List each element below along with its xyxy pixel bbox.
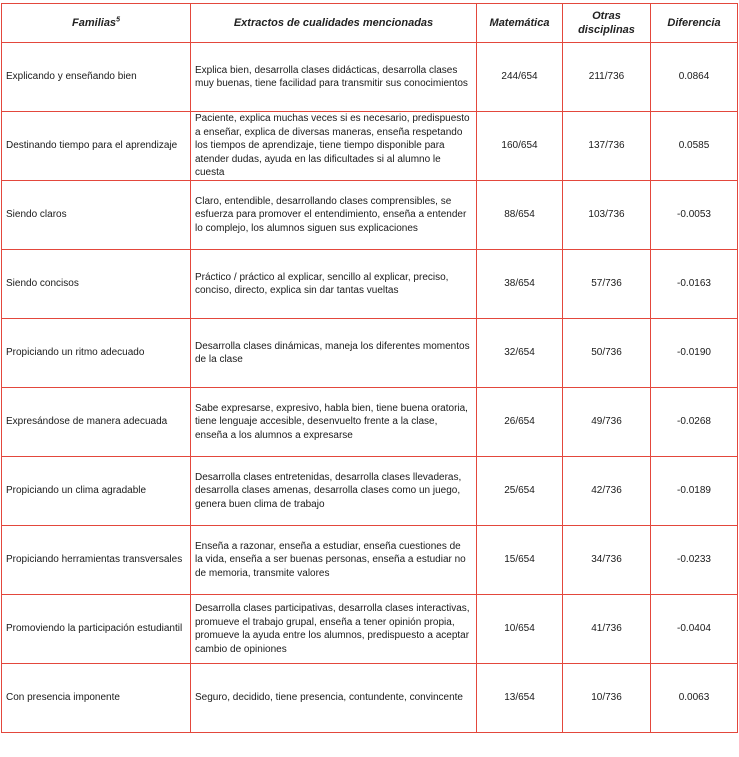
extract-cell: Explica bien, desarrolla clases didácticas, desarrolla clases muy buenas, tiene facilidad para transmitir sus conocimientos [191, 43, 477, 112]
extract-cell: Enseña a razonar, enseña a estudiar, enseña cuestiones de la vida, enseña a ser buenas personas, enseña a estudiar no de memoria, transmite valores [191, 526, 477, 595]
otras-cell: 137/736 [563, 112, 651, 181]
matematica-cell: 160/654 [477, 112, 563, 181]
diferencia-cell: -0.0053 [651, 181, 738, 250]
diferencia-cell: -0.0268 [651, 388, 738, 457]
family-cell: Propiciando herramientas transversales [2, 526, 191, 595]
diferencia-cell: -0.0189 [651, 457, 738, 526]
matematica-cell: 32/654 [477, 319, 563, 388]
family-cell: Expresándose de manera adecuada [2, 388, 191, 457]
qualities-table [1, 3, 738, 733]
family-cell: Siendo concisos [2, 250, 191, 319]
diferencia-cell: -0.0233 [651, 526, 738, 595]
family-cell: Propiciando un clima agradable [2, 457, 191, 526]
extract-cell: Sabe expresarse, expresivo, habla bien, tiene buena oratoria, tiene lenguaje accesible, desenvuelto frente a la clase, enseña a los alumnos a expresarse [191, 388, 477, 457]
diferencia-cell: -0.0163 [651, 250, 738, 319]
table-row [2, 526, 738, 595]
matematica-cell: 10/654 [477, 595, 563, 664]
extract-cell: Claro, entendible, desarrollando clases comprensibles, se esfuerza para promover el entendimiento, enseña a entender lo complejo, los alumnos siguen sus explicaciones [191, 181, 477, 250]
extract-cell: Desarrolla clases participativas, desarrolla clases interactivas, promueve el trabajo grupal, enseña a tener opinión propia, promueve la ayuda entre los alumnos, predispuesto a aceptar cambio de opiniones [191, 595, 477, 664]
header-familias [2, 4, 191, 43]
diferencia-cell: 0.0585 [651, 112, 738, 181]
matematica-cell: 38/654 [477, 250, 563, 319]
matematica-cell: 13/654 [477, 664, 563, 733]
otras-cell: 41/736 [563, 595, 651, 664]
table-row [2, 319, 738, 388]
header-familias-label: Familias [72, 17, 117, 29]
diferencia-cell: -0.0190 [651, 319, 738, 388]
header-matematica: Matemática [477, 4, 563, 43]
extract-cell: Desarrolla clases dinámicas, maneja los diferentes momentos de la clase [191, 319, 477, 388]
otras-cell: 34/736 [563, 526, 651, 595]
header-extractos: Extractos de cualidades mencionadas [191, 4, 477, 43]
extract-cell: Desarrolla clases entretenidas, desarrolla clases llevaderas, desarrolla clases amenas, desarrolla clases como un juego, genera buen clima de trabajo [191, 457, 477, 526]
diferencia-cell: 0.0864 [651, 43, 738, 112]
extract-cell: Práctico / práctico al explicar, sencillo al explicar, preciso, conciso, directo, explica sin dar tantas vueltas [191, 250, 477, 319]
extract-cell: Seguro, decidido, tiene presencia, contundente, convincente [191, 664, 477, 733]
otras-cell: 10/736 [563, 664, 651, 733]
family-cell: Siendo claros [2, 181, 191, 250]
matematica-cell: 244/654 [477, 43, 563, 112]
otras-cell: 50/736 [563, 319, 651, 388]
diferencia-cell: -0.0404 [651, 595, 738, 664]
header-otras: Otras disciplinas [563, 4, 651, 43]
otras-cell: 57/736 [563, 250, 651, 319]
table-row [2, 181, 738, 250]
otras-cell: 103/736 [563, 181, 651, 250]
family-cell: Promoviendo la participación estudiantil [2, 595, 191, 664]
table-row [2, 388, 738, 457]
matematica-cell: 25/654 [477, 457, 563, 526]
otras-cell: 49/736 [563, 388, 651, 457]
otras-cell: 211/736 [563, 43, 651, 112]
table-row [2, 112, 738, 181]
header-diferencia: Diferencia [651, 4, 738, 43]
extract-cell: Paciente, explica muchas veces si es necesario, predispuesto a enseñar, explica de diversas maneras, enseña respetando los tiempos de aprendizaje, tiene tiempo disponible para atender dudas, ayuda en las dificultades si al alumno le cuesta [191, 112, 477, 181]
family-cell: Propiciando un ritmo adecuado [2, 319, 191, 388]
otras-cell: 42/736 [563, 457, 651, 526]
matematica-cell: 88/654 [477, 181, 563, 250]
table-row [2, 664, 738, 733]
table-row [2, 43, 738, 112]
matematica-cell: 26/654 [477, 388, 563, 457]
diferencia-cell: 0.0063 [651, 664, 738, 733]
matematica-cell: 15/654 [477, 526, 563, 595]
table-row [2, 457, 738, 526]
table-row [2, 595, 738, 664]
table-row [2, 250, 738, 319]
family-cell: Con presencia imponente [2, 664, 191, 733]
header-row [2, 4, 738, 43]
family-cell: Destinando tiempo para el aprendizaje [2, 112, 191, 181]
footnote-marker: 5 [116, 16, 120, 24]
family-cell: Explicando y enseñando bien [2, 43, 191, 112]
